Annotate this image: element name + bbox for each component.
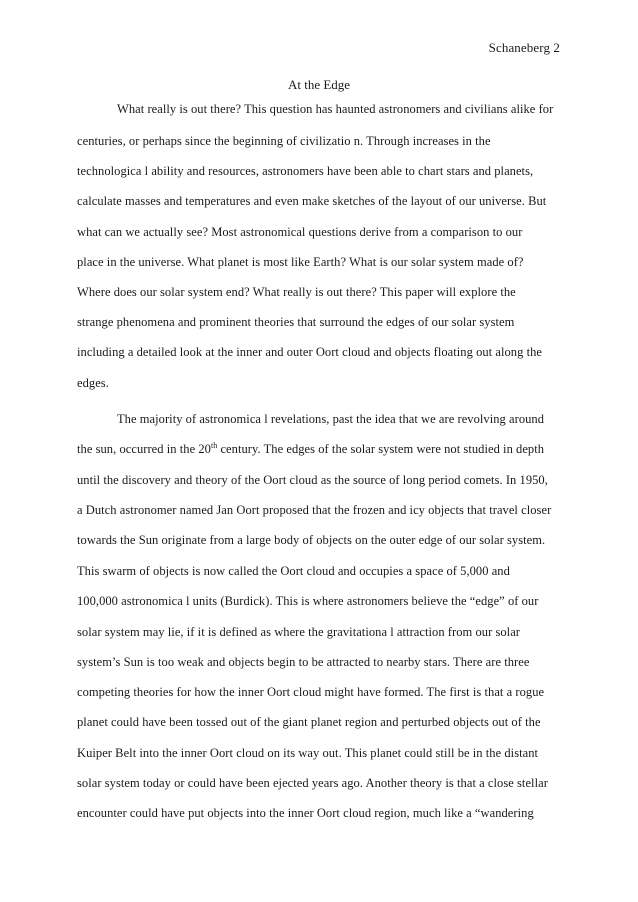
- p2-line-8: solar system may lie, if it is defined as where the gravitationa l attraction from our solar: [77, 625, 521, 639]
- running-head: Schaneberg 2: [488, 40, 560, 55]
- p1-line-3: technologica l ability and resources, astronomers have been able to chart stars and planets,: [77, 164, 534, 178]
- p1-line-2: centuries, or perhaps since the beginning of civilizatio n. Through increases in the: [77, 134, 491, 148]
- p2-line-13: solar system today or could have been ejected years ago. Another theory is that a close stellar: [77, 776, 548, 790]
- p1-line-8: strange phenomena and prominent theories that surround the edges of our solar system: [77, 315, 515, 329]
- p2-line-2: [77, 440, 545, 456]
- p2-line-10: competing theories for how the inner Oort cloud might have formed. The first is that a rogue: [77, 685, 545, 699]
- p1-line-5: what can we actually see? Most astronomical questions derive from a comparison to our: [77, 225, 523, 239]
- p2-line-6: This swarm of objects is now called the Oort cloud and occupies a space of 5,000 and: [77, 564, 510, 578]
- p2-line-7: 100,000 astronomica l units (Burdick). This is where astronomers believe the “edge” of our: [77, 594, 539, 608]
- p1-line-4: calculate masses and temperatures and even make sketches of the layout of our universe. But: [77, 194, 547, 208]
- p1-line-9: including a detailed look at the inner and outer Oort cloud and objects floating out along the: [77, 345, 542, 359]
- p2-line-3: until the discovery and theory of the Oort cloud as the source of long period comets. In 1950,: [77, 473, 548, 487]
- p1-line-7: Where does our solar system end? What really is out there? This paper will explore the: [77, 285, 516, 299]
- p2-line-11: planet could have been tossed out of the giant planet region and perturbed objects out of the: [77, 715, 541, 729]
- p2-line-1: The majority of astronomica l revelations, past the idea that we are revolving around: [117, 412, 545, 426]
- ordinal-superscript: th: [210, 440, 218, 450]
- p1-line-10: edges.: [77, 376, 109, 390]
- paper-title: At the Edge: [287, 77, 351, 92]
- p2-line-9: system’s Sun is too weak and objects begin to be attracted to nearby stars. There are three: [77, 655, 530, 669]
- p2-line-4: a Dutch astronomer named Jan Oort proposed that the frozen and icy objects that travel closer: [77, 503, 552, 517]
- p1-line-6: place in the universe. What planet is most like Earth? What is our solar system made of?: [77, 255, 524, 269]
- p2-line-12: Kuiper Belt into the inner Oort cloud on its way out. This planet could still be in the distant: [77, 746, 539, 760]
- p2-line-2-start: the sun, occurred in the 20: [77, 442, 211, 456]
- p2-line-2-end: century. The edges of the solar system were not studied in depth: [217, 442, 545, 456]
- p2-line-5: towards the Sun originate from a large body of objects on the outer edge of our solar system.: [77, 533, 546, 547]
- p1-line-1: What really is out there? This question has haunted astronomers and civilians alike for: [117, 102, 554, 116]
- p2-line-14: encounter could have put objects into the inner Oort cloud region, much like a “wandering: [77, 806, 534, 820]
